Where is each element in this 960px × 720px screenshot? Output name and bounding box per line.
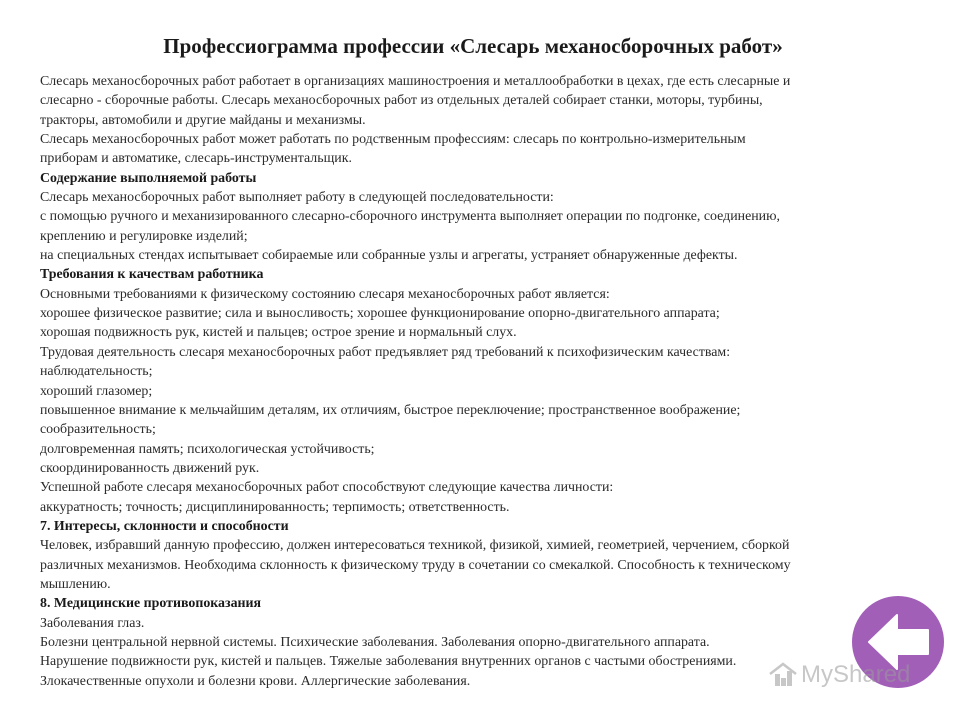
text-line: хороший глазомер; <box>40 383 153 399</box>
text-line: слесарно - сборочные работы. Слесарь механосборочных работ из отдельных деталей собирает станки, моторы, турбины, <box>40 93 763 109</box>
section-heading: 7. Интересы, склонности и способности <box>40 518 289 534</box>
text-line: скоординированность движений рук. <box>40 460 260 476</box>
text-line: Основными требованиями к физическому состоянию слесаря механосборочных работ является: <box>40 286 610 302</box>
text-line: креплению и регулировке изделий; <box>40 228 248 244</box>
text-line: Слесарь механосборочных работ может работать по родственным профессиям: слесарь по контрольно-измерительным <box>40 132 746 148</box>
text-line: наблюдательность; <box>40 364 153 380</box>
text-line: Болезни центральной нервной системы. Психические заболевания. Заболевания опорно-двигательного аппарата. <box>40 634 710 650</box>
text-line: Слесарь механосборочных работ выполняет работу в следующей последовательности: <box>40 190 554 206</box>
text-line: аккуратность; точность; дисциплинированность; терпимость; ответственность. <box>40 499 510 515</box>
text-line: Успешной работе слесаря механосборочных работ способствуют следующие качества личности: <box>40 480 614 496</box>
text-line: сообразительность; <box>40 422 156 438</box>
text-line: тракторы, автомобили и другие майданы и механизмы. <box>40 112 366 128</box>
text-line: приборам и автоматике, слесарь-инструментальщик. <box>40 151 352 167</box>
back-button[interactable] <box>852 596 944 688</box>
text-line: на специальных стендах испытывает собираемые или собранные узлы и агрегаты, устраняет обнаруженные дефекты. <box>40 248 738 264</box>
text-line: Заболевания глаз. <box>40 615 145 631</box>
text-line: Трудовая деятельность слесаря механосборочных работ предъявляет ряд требований к психофизическим качествам: <box>40 344 731 360</box>
text-line: мышлению. <box>40 576 111 592</box>
arrow-left-icon <box>852 596 944 688</box>
text-line: долговременная память; психологическая устойчивость; <box>40 441 375 457</box>
text-line: различных механизмов. Необходима склонность к физическому труду в сочетании со смекалкой. Способность к техническому <box>40 557 791 573</box>
section-heading: 8. Медицинские противопоказания <box>40 596 262 612</box>
watermark-text: MyShared <box>801 661 911 688</box>
text-line: с помощью ручного и механизированного слесарно-сборочного инструмента выполняет операции по подгонке, соединению, <box>40 209 780 225</box>
page-title: Профессиограмма профессии «Слесарь механосборочных работ» <box>163 34 783 58</box>
text-line: Человек, избравший данную профессию, должен интересоваться техникой, физикой, химией, геометрией, черчением, сборкой <box>40 538 790 554</box>
document-body <box>40 72 920 691</box>
text-line: хорошая подвижность рук, кистей и пальцев; острое зрение и нормальный слух. <box>40 325 517 341</box>
section-heading: Требования к качествам работника <box>40 267 264 283</box>
text-line: хорошее физическое развитие; сила и выносливость; хорошее функционирование опорно-двигательного аппарата; <box>40 306 720 322</box>
section-heading: Содержание выполняемой работы <box>40 170 257 186</box>
text-line: Слесарь механосборочных работ работает в организациях машиностроения и металлообработки в цехах, где есть слесарные и <box>40 74 791 89</box>
text-line: Нарушение подвижности рук, кистей и пальцев. Тяжелые заболевания внутренних органов с частыми обострениями. <box>40 654 737 670</box>
text-line: повышенное внимание к мельчайшим деталям, их отличиям, быстрое переключение; пространственное воображение; <box>40 402 741 418</box>
text-line: Злокачественные опухоли и болезни крови. Аллергические заболевания. <box>40 673 471 689</box>
